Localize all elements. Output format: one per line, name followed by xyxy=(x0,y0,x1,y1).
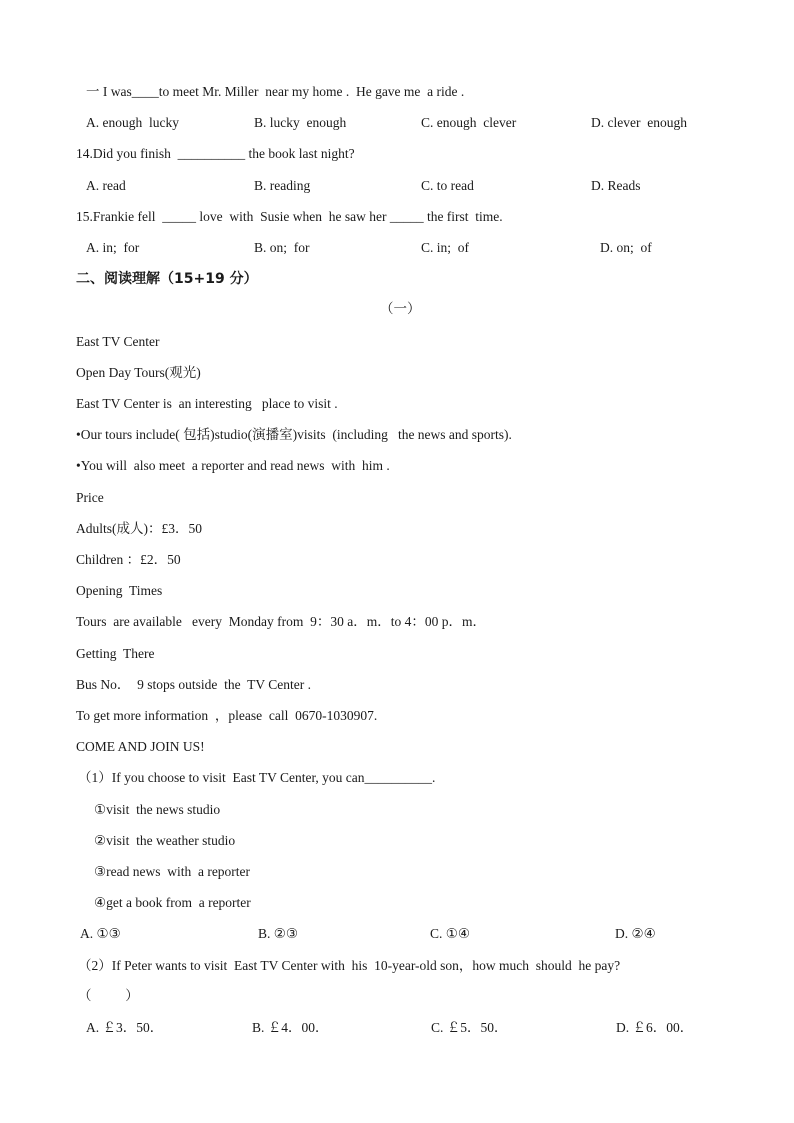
q14-option-a: A. read xyxy=(86,178,126,193)
q13-option-d: D. clever enough xyxy=(591,115,687,130)
passage-line: Adults(成人)：£3．50 xyxy=(76,521,202,536)
rq1-stem: （1）If you choose to visit East TV Center, you can__________. xyxy=(78,770,436,785)
passage-line: Tours are available every Monday from 9：30 a．m．to 4：00 p．m． xyxy=(76,614,486,629)
rq1-option-c: C. ①④ xyxy=(430,926,470,941)
q14-option-c: C. to read xyxy=(421,178,474,193)
rq1-item: ②visit the weather studio xyxy=(94,833,236,848)
rq2-option-a: A. ￡3．50． xyxy=(86,1020,164,1035)
section-title: 二、阅读理解（15+19 分） xyxy=(76,271,258,287)
rq1-item: ④get a book from a reporter xyxy=(94,895,251,910)
passage-line: Bus No． 9 stops outside the TV Center . xyxy=(76,677,311,692)
rq1-option-b: B. ②③ xyxy=(258,926,298,941)
rq1-item: ③read news with a reporter xyxy=(94,864,251,879)
passage-line: Opening Times xyxy=(76,583,163,598)
q13-stem: 一 I was____to meet Mr. Miller near my home . He gave me a ride . xyxy=(86,84,465,99)
rq1-option-d: D. ②④ xyxy=(615,926,656,941)
rq1-item: ①visit the news studio xyxy=(94,802,221,817)
passage-line: •Our tours include( 包括)studio(演播室)visits (including the news and sports). xyxy=(76,427,512,442)
rq2-option-b: B. ￡4．00． xyxy=(252,1020,329,1035)
q15-option-c: C. in; of xyxy=(421,240,470,255)
q14-option-b: B. reading xyxy=(254,178,311,193)
rq2-option-d: D. ￡6．00． xyxy=(616,1020,694,1035)
passage-line: COME AND JOIN US! xyxy=(76,739,205,754)
passage-line: Price xyxy=(76,490,104,505)
q14-stem: 14.Did you finish __________ the book last night? xyxy=(76,146,355,161)
q15-option-a: A. in; for xyxy=(86,240,140,255)
passage-line: Open Day Tours(观光) xyxy=(76,365,201,380)
rq2-option-c: C. ￡5．50． xyxy=(431,1020,508,1035)
passage-line: Children ：£2．50 xyxy=(76,552,181,567)
passage-line: To get more information ，please call 0670-1030907. xyxy=(76,708,378,723)
passage-line: East TV Center is an interesting place to visit . xyxy=(76,396,338,411)
q13-option-c: C. enough clever xyxy=(421,115,517,130)
rq2-stem: （2）If Peter wants to visit East TV Center with his 10-year-old son，how much should he pay? xyxy=(78,958,621,973)
passage-number: （一） xyxy=(380,301,421,316)
q13-option-b: B. lucky enough xyxy=(254,115,347,130)
q15-option-d: D. on; of xyxy=(600,240,652,255)
q13-option-a: A. enough lucky xyxy=(86,115,179,130)
q15-stem: 15.Frankie fell _____ love with Susie when he saw her _____ the first time. xyxy=(76,209,503,224)
rq1-option-a: A. ①③ xyxy=(80,926,121,941)
rq2-answer-blank: （ ） xyxy=(78,988,139,1003)
q15-option-b: B. on; for xyxy=(254,240,310,255)
passage-line: East TV Center xyxy=(76,334,160,349)
q14-option-d: D. Reads xyxy=(591,178,641,193)
passage-line: •You will also meet a reporter and read news with him . xyxy=(76,458,390,473)
passage-line: Getting There xyxy=(76,646,155,661)
